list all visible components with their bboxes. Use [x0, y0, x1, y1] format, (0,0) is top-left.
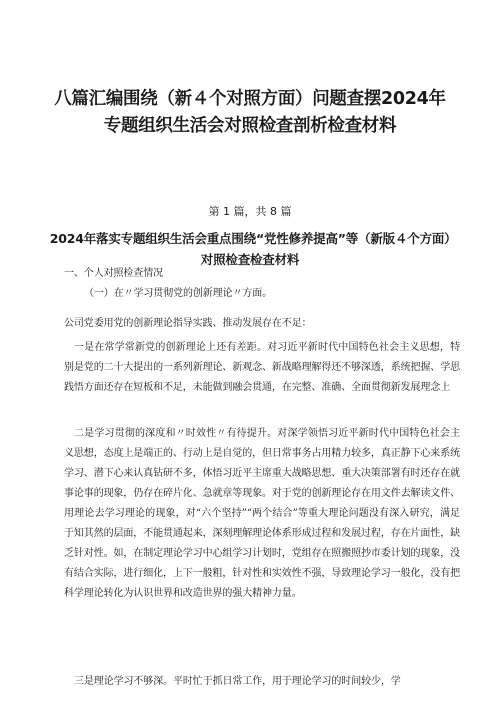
document-title	[40, 86, 460, 140]
paragraph-3: 三是理论学习不够深。平时忙于抓日常工作，用于理论学习的时间较少，学	[74, 676, 401, 687]
document-title-line2: 专题组织生活会对照检查剖析检查材料	[103, 116, 397, 136]
part-label: 第 1 篇，共 8 篇	[208, 205, 292, 218]
section-subtitle: 2024年落实专题组织生活会重点围绕“党性修养提高”等（新版４个方面）对照检查检查材料	[49, 231, 451, 267]
heading-level1: 一、个人对照检查情况	[64, 268, 163, 279]
heading-level2: （一）在〃学习贯彻党的创新理论〃方面。	[84, 288, 273, 299]
paragraph-2: 二是学习贯彻的深度和〃时效性〃有待提升。对深学领悟习近平新时代中国特色社会主义思想，态度上是端正的、行动上是自觉的，但日常事务占用精力较多，真正静下心来系统学习、潜下心来认真钻研不多，体悟习近平主席重大战略思想、重大决策部署有时还存在就事论事的现象，仍存在碎片化、急就章等现象。对于党的创新理论存在用文件去解读文件、用理论去学习理论的现象，对“六个坚持”“两个结合”等重大理论问题没有深入研究，满足于知其然的层面，不能贯通起来，深刻理解理论体系形成过程和发展过程，存在片面性，缺乏针对性。如，在制定理论学习中心组学习计划时，党组存在照搬照抄市委计划的现象，没有结合实际，进行细化，上下一般粗，针对性和实效性不强，导致理论学习一般化，没有把科学理论转化为认识世界和改造世界的强大精神力量。	[64, 428, 460, 599]
document-title-line1: 八篇汇编围绕（新４个对照方面）问题查摆2024年	[54, 89, 446, 109]
paragraph-intro: 公司党委用党的创新理论指导实践、推动发展存在不足：	[64, 318, 312, 329]
paragraph-1: 一是在常学常新党的创新理论上还有差距。对习近平新时代中国特色社会主义思想，特别是党的二十大提出的一系列新理论、新观念、新战略理解得还不够深透，系统把握、学思践悟方面还存在短板和不足，未能做到融会贯通，在完整、准确、全面贯彻新发展理念上	[64, 342, 460, 393]
